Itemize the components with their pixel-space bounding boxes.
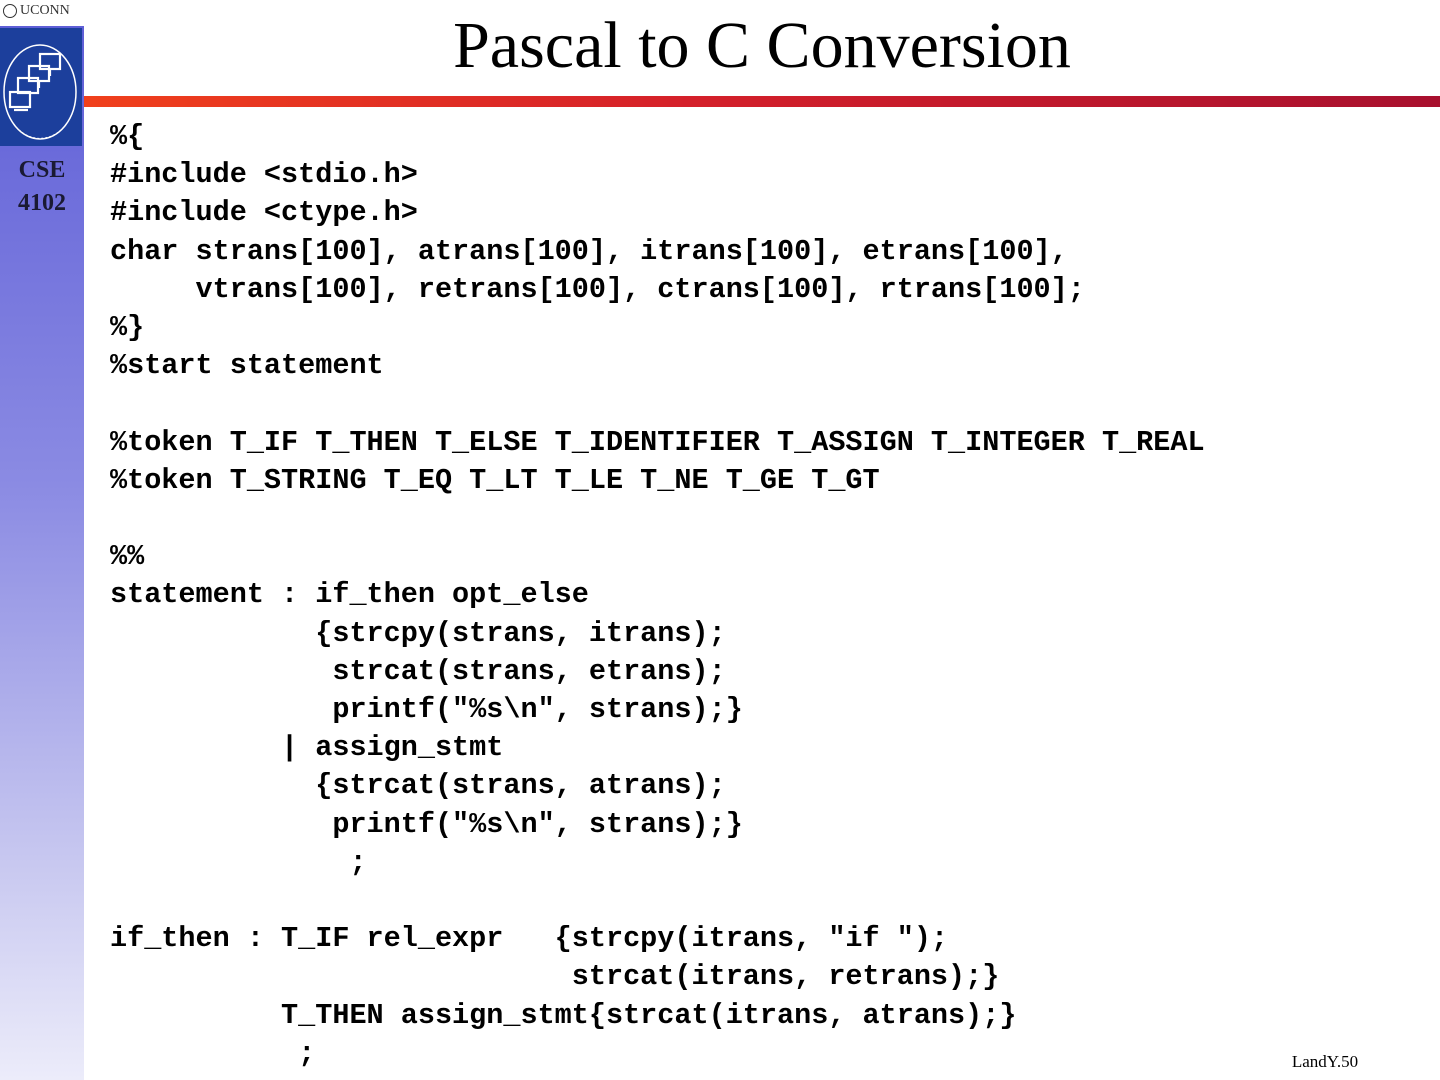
network-computers-icon [2,36,78,140]
code-line: | assign_stmt [110,731,504,765]
code-block [110,118,1205,1073]
code-line: %{ [110,120,145,153]
code-line: %} [110,311,145,345]
title-divider [84,96,1440,107]
code-line: vtrans[100], retrans[100], ctrans[100], rtrans[100]; [110,272,1085,306]
code-line [110,385,1205,423]
sidebar [0,0,84,1080]
code-line: ; [110,1036,316,1070]
course-number [0,154,84,220]
code-line: %token T_STRING T_EQ T_LT T_LE T_NE T_GE T_GT [110,463,880,497]
code-line: strcat(itrans, retrans);} [110,960,1000,994]
code-line: %token T_IF T_THEN T_ELSE T_IDENTIFIER T_ASSIGN T_INTEGER T_REAL [110,425,1205,459]
code-line [110,882,1205,920]
code-line: #include <stdio.h> [110,158,418,192]
code-line: {strcat(strans, atrans); [110,769,726,803]
uconn-header [0,0,84,26]
code-line: printf("%s\n", strans);} [110,693,743,727]
code-line: printf("%s\n", strans);} [110,807,743,841]
slide-title: Pascal to C Conversion [453,9,1071,82]
slide-footer: LandY.50 [1291,1052,1359,1071]
code-line: #include <ctype.h> [110,196,418,230]
code-line: T_THEN assign_stmt{strcat(itrans, atrans);} [110,998,1017,1032]
seal-icon [3,4,17,18]
code-line: if_then : T_IF rel_expr {strcpy(itrans, "if "); [110,922,949,956]
code-line: strcat(strans, etrans); [110,654,726,688]
university-name: UCONN [20,3,70,18]
code-line: ; [110,845,367,879]
course-code: 4102 [18,190,66,216]
code-line [110,500,1205,538]
department-logo [0,28,82,146]
code-line: statement : if_then opt_else [110,578,589,612]
code-line: {strcpy(strans, itrans); [110,616,726,650]
code-line: char strans[100], atrans[100], itrans[100], etrans[100], [110,234,1068,268]
code-line: %start statement [110,349,384,383]
code-line: %% [110,540,145,574]
course-prefix: CSE [18,157,66,183]
